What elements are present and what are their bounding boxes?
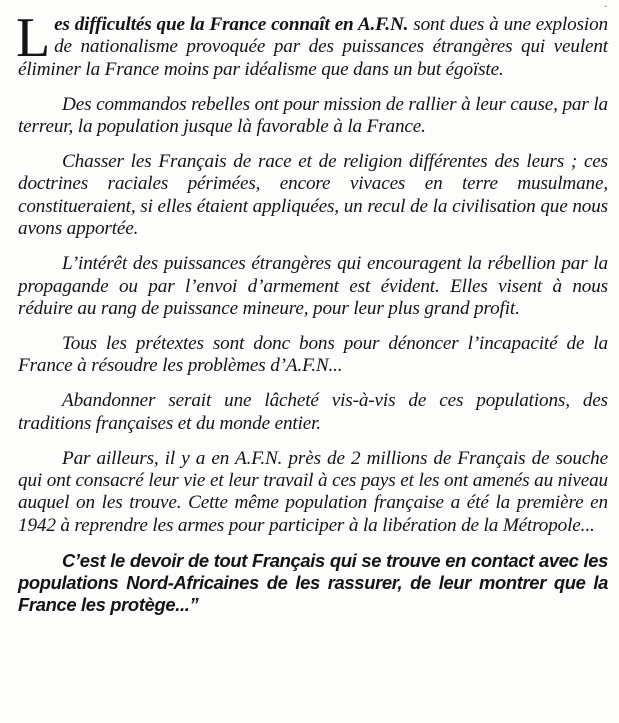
print-speck: · <box>604 2 608 13</box>
drop-cap: L <box>16 7 51 69</box>
intro-rest: sont dues à une explosion de nationalisme provoquée par des puissances étrangères qui veulent éliminer la France moins par idéalisme que dans un but égoïste. <box>18 14 608 80</box>
paragraph-par-ailleurs: Par ailleurs, il y a en A.F.N. près de 2 millions de Français de souche qui ont consacré leur vie et leur travail à ces pays et les ont amenés au niveau auquel on les trouve. Cette même population française a été la première en 1942 à reprendre les armes pour participer à la libération de la Métropole... <box>18 447 608 536</box>
article-text <box>16 7 608 617</box>
paragraph-intro <box>16 7 608 81</box>
paragraph-chasser: Chasser les Français de race et de religion différentes des leurs ; ces doctrines raciales périmées, encore vivaces en terre musulmane, constitueraient, si elles étaient appliquées, un recul de la civilisation que nous avons apportée. <box>18 151 608 240</box>
paragraph-interet: L’intérêt des puissances étrangères qui encouragent la rébellion par la propagande ou par l’envoi d’armement est évident. Elles visent à nous réduire au rang de puissance mineure, pour leur plus grand profit. <box>18 253 608 319</box>
paragraph-abandonner: Abandonner serait une lâcheté vis-à-vis de ces populations, des traditions françaises et du monde entier. <box>18 390 608 434</box>
intro-lead-bold: es difficultés que la France connaît en A.F.N. <box>54 14 409 35</box>
paragraph-pretextes: Tous les prétextes sont donc bons pour dénoncer l’incapacité de la France à résoudre les problèmes d’A.F.N... <box>18 332 608 377</box>
paragraph-closing: C’est le devoir de tout Français qui se trouve en contact avec les populations Nord-Africaines de les rassurer, de leur montrer que la France les protège...” <box>18 549 608 616</box>
paragraph-commandos: Des commandos rebelles ont pour mission de rallier à leur cause, par la terreur, la population jusque là favorable à la France. <box>18 93 608 138</box>
